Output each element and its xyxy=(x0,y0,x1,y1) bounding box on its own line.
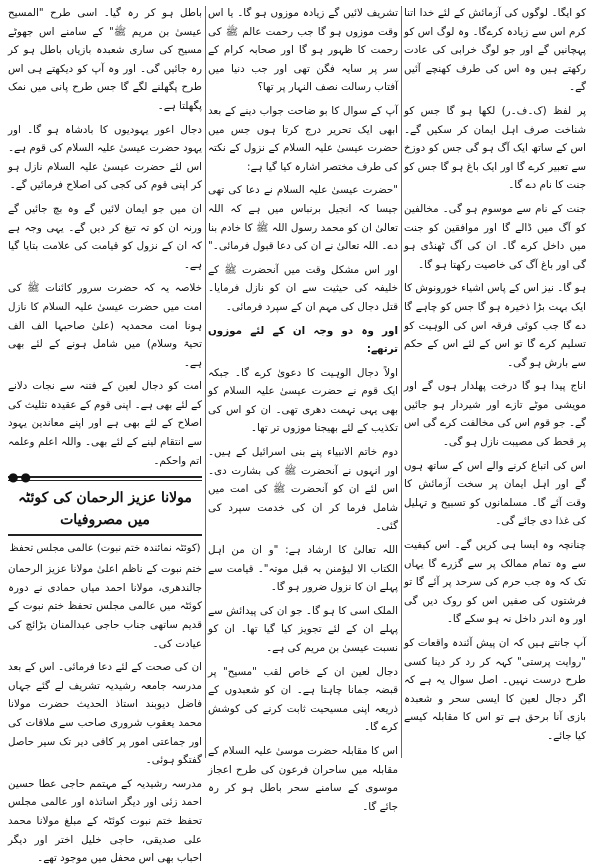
paragraph: آپ کے سوال کا بو ضاحت جواب دینے کے بعد ابھی ایک تحریر درج کرتا ہوں جس میں حضرت عیسیٰ علیہ السلام کے نزول کے نکتہ کی طرف مختصر اشارہ کیا گیا ہے: xyxy=(208,104,398,173)
paragraph: اور اس مشکل وقت میں آنحضرت ﷺ کے خلیفہ کی حیثیت سے ان کو نازل فرمایا۔ قتل دجال کی مہم ان کے سپرد فرمائی۔ xyxy=(208,263,398,313)
paragraph: اللہ تعالیٰ کا ارشاد ہے: "و ان من اہل الکتاب الا لیؤمنن بہ قبل موتہ"۔ قیامت سے پہلے ان کا نزول ضرور ہو گا۔ xyxy=(208,544,398,594)
paragraph: ختم نبوت کے ناظم اعلیٰ مولانا عزیز الرحمان جالندھری، مولانا احمد میاں حمادی نے دورہ کوئٹہ میں عالمی مجلس تحفظ ختم نبوت کے قدیم ساتھی جناب حاجی عبدالمنان بڑائچ کی عیادت کی۔ xyxy=(8,563,202,650)
numbered-paragraph: الملک اسی کا ہو گا۔ جو ان کی پیدائش سے پہلے ان کے لئے تجویز کیا گیا تھا۔ ان کو نسبت عیسیٰ بن مریم کی ہے۔ xyxy=(208,604,398,654)
section-heading: مولانا عزیز الرحمان کی کوئٹہ میں مصروفیات xyxy=(8,487,202,536)
section-dateline: (کوئٹہ نمائندہ ختم نبوت) عالمی مجلس تحفظ xyxy=(9,543,201,555)
numbered-paragraph: دوم خاتم الانبیاء پنے بنی اسرائیل کے ہیں۔ اور انہوں نے آنحضرت ﷺ کی بشارت دی۔ اس لئے ان کو آنحضرت ﷺ کی امت میں شامل فرما کر ان کی خدمت سپرد کی گئی۔ xyxy=(208,446,398,533)
paragraph: مدرسہ رشیدیہ کے مہتمم حاجی عطا حسین احمد زئی اور دیگر اساتذہ اور عالمی مجلس تحفظ ختم نبوت کوئٹہ کے مبلغ مولانا محمد علی صدیقی، حاجی خلیل اختر اور دیگر احباب بھی اس محفل میں موجود تھے۔ xyxy=(8,777,202,865)
paragraph: امت کو دجال لعین کے فتنہ سے نجات دلانے کے لئے بھی ہے۔ اپنی قوم کے عقیدہ تثلیث کی اصلاح کے لئے بھی ہے اور اپنے معاندین یہود سے انتقام لینے کے لئے بھی۔ واللہ اعلم وعلمہ اتم واحکم۔ xyxy=(8,380,202,467)
middle-column xyxy=(208,4,398,813)
numbered-paragraph: دجال اعور یہودیوں کا بادشاہ ہو گا۔ اور یہود حضرت عیسیٰ علیہ السلام کی قوم ہے۔ اس لئے حضرت عیسیٰ علیہ السلام نازل ہو کر اپنی قوم کی کجی کی اصلاح فرمائیں گے۔ xyxy=(7,123,202,192)
paragraph: پر لفظ (ک۔ف۔ر) لکھا ہو گا جس کو شناخت صرف اہل ایمان کر سکیں گے۔ اس کے ساتھ ایک آگ ہو گی جس کو دوزخ سے تعبیر کرے گا اور ایک باغ ہو گا جس کو جنت کا نام دے گا۔ xyxy=(404,104,586,192)
left-column xyxy=(7,4,202,865)
article-end-rule xyxy=(8,470,202,485)
column-divider xyxy=(401,6,402,758)
right-column xyxy=(404,4,586,760)
paragraph: تشریف لائیں گے زیادہ موزوں ہو گا۔ یا اس وقت موزوں ہو گا جب رحمت عالم ﷺ کی رحمت کا ظہور ہو گا اور صحابہ کرام کے سر پر سایہ فگن تھی اور جب دنیا میں آفتاب رسالت نصف النہار پر تھا؟ xyxy=(208,7,398,94)
paragraph: جنت کے نام سے موسوم ہو گی۔ مخالفین کو آگ میں ڈالے گا اور موافقین کو جنت میں داخل کرے گا۔ ان کی آگ ٹھنڈی ہو گی اور باغ آگ کی خاصیت رکھتا ہو گا۔ xyxy=(404,202,586,271)
end-of-article-dots: ●● xyxy=(8,470,33,485)
paragraph: دجال لعین ان کے خاص لقب "مسیح" پر قبضہ جمانا چاہتا ہے۔ ان کو شعبدوں کے ذریعہ اپنی مسیحیت ثابت کرنے کی کوشش کرے گا۔ xyxy=(208,665,398,734)
paragraph: ان کی صحت کے لئے دعا فرمائی۔ اس کے بعد مدرسہ جامعہ رشیدیہ تشریف لے گئے جہاں فاضل دیوبند استاذ الحدیث حضرت مولانا محمد یعقوب شروری صاحب سے ملاقات کی اور جماعتی امور پر کافی دیر تک سیر حاصل گفتگو ہوئی۔ xyxy=(8,661,202,767)
paragraph: کو ایگا۔ لوگوں کی آزمائش کے لئے خدا اتنا کرم اس سے زیادہ کرےگا۔ وہ لوگ اس کو پہچانیں گے اور جو لوگ خرابی کی عادت رکھتے ہیں وہ اس کی طرف کھنچے آئیں گے۔ xyxy=(404,7,586,94)
paragraph: ان میں جو ایمان لائیں گے وہ بچ جائیں گے ورنہ ان کو تہ تیغ کر دیں گے۔ یہی وجہ ہے کہ ان کے نزول کو قیامت کی علامت بتایا گیا ہے۔ xyxy=(8,202,202,271)
paragraph: اناج پیدا ہو گا درخت پھلدار ہوں گے اور مویشی موٹے تازے اور شیردار ہو جائیں گے۔ جو قوم اس کی مخالفت کرے گی اس پر قحط کی مصیبت نازل ہو گی۔ xyxy=(404,380,586,449)
paragraph: اس کی اتباع کرنے والے اس کے ساتھ ہوں گے اور اہل ایمان پر سخت آزمائش کا وقت آئے گا۔ مسلمانوں کو تسبیح و تہلیل کی غذا دی جائے گی۔ xyxy=(404,459,586,528)
numbered-paragraph: اولاً دجال الوہیت کا دعویٰ کرے گا۔ جبکہ ایک قوم نے حضرت عیسیٰ علیہ السلام کو بھی یہی تہمت دھری تھی۔ ان کو اس کی تکذیب کے لئے بھیجنا موزوں تر تھا۔ xyxy=(208,366,398,435)
paragraph: خلاصہ یہ کہ حضرت سرور کائنات ﷺ کی امت میں حضرت عیسیٰ علیہ السلام کا نازل ہونا امت محمدیہ (علیٰ صاحبہا الف الف تحیۃ وسلام) میں شامل ہونے کے لئے بھی ہے۔ xyxy=(8,282,202,369)
paragraph: اور وہ دو وجہ ان کے لئے موزوں ترتھے: xyxy=(208,324,398,356)
paragraph: چنانچہ وہ ایسا ہی کریں گے۔ اس کیفیت سے وہ تمام ممالک پر سے گزرے گا یہاں تک کہ وہ جب حرم کی سرحد پر آئے گا تو فرشتوں کی صفیں اس کو روک دیں گی اور وہ اندر داخل نہ ہو سکے گا۔ xyxy=(404,539,586,626)
column-divider xyxy=(205,6,206,758)
paragraph: باطل ہو کر رہ گیا۔ اسی طرح "المسیح عیسیٰ بن مریم ﷺ" کے سامنے اس جھوٹے مسیح کی ساری شعبدہ بازیاں باطل ہو کر رہ جائیں گی۔ اور وہ آپ کو دیکھتے ہی اس طرح پگھلنے لگے گا جس طرح پانی میں نمک پگھلتا ہے۔ xyxy=(8,7,202,112)
paragraph: آپ جانتے ہیں کہ ان پیش آئندہ واقعات کو "روایت پرستی" کہہ کر رد کر دینا کسی طرح درست نہیں۔ اصل سوال یہ ہے کہ اگر دجال لعین کا ایسی سحر و شعبدہ بازی آنا برحق ہے تو اس کا مقابلہ کیسے کیا جائے۔ xyxy=(404,637,586,742)
paragraph: اس کا مقابلہ حضرت موسیٰ علیہ السلام کے مقابلہ میں ساحران فرعون کی طرح اعجاز موسوی کے سامنے سحر باطل ہو کر رہ جائے گا۔ xyxy=(208,744,398,813)
paragraph: ہو گا۔ نیز اس کے پاس اشیاء خورونوش کا ایک بہت بڑا ذخیرہ ہو گا جس کو چاہے گا دے گا جب کوئی فرقہ اس کی الوہیت کو تسلیم کرے گا تو اس کے لئے اس کے حکم سے بارش ہو گی۔ xyxy=(404,282,586,369)
quoted-paragraph: "حضرت عیسیٰ علیہ السلام نے دعا کی تھی جیسا کہ انجیل برنباس میں ہے کہ اللہ تعالیٰ ان کو محمد رسول اللہ ﷺ کا خادم بنا دے۔ اللہ تعالیٰ نے ان کی دعا قبول فرمائی۔" xyxy=(208,184,398,253)
